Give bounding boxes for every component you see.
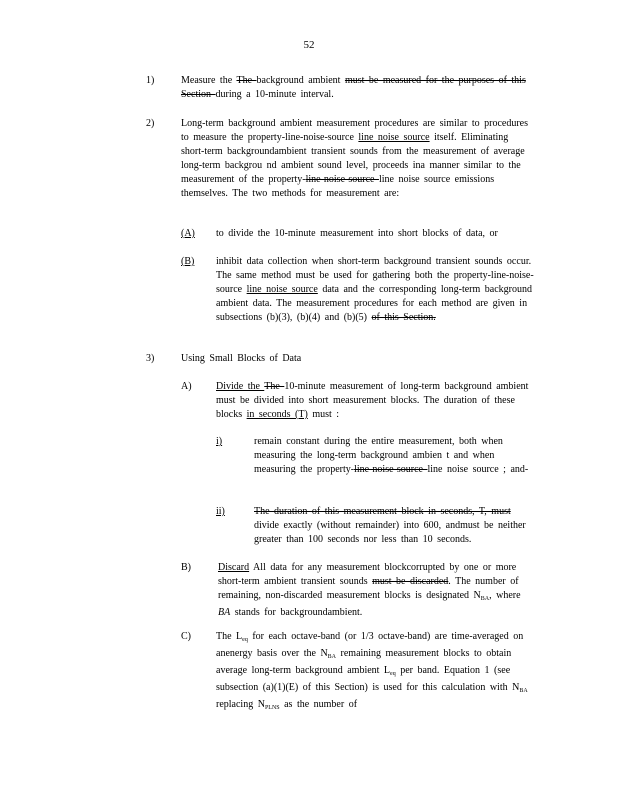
- text-run: proceeds ina manner similar to the measurement of the property-: [181, 160, 521, 185]
- item-2-number: 2): [146, 118, 155, 129]
- underlined-text: Divide the: [216, 381, 265, 392]
- item-2-text: [181, 117, 535, 201]
- item-3-number: 3): [146, 353, 155, 364]
- underlined-text: line noise source: [246, 284, 318, 295]
- struck-text: of this Section: [371, 312, 434, 323]
- text-run: 10-minute measurement of long-term background ambient must be divided into short measurement blocks. The duration of these blocks: [216, 381, 529, 420]
- label-text: (A): [181, 228, 195, 239]
- underlined-text: line noise source: [358, 132, 430, 143]
- struck-text: line-noise-source: [305, 174, 379, 185]
- text-run: during a 10-minute interval.: [215, 89, 334, 100]
- text-run: per band. Equation 1 (see subsection (a)(1)(E) of this Section) is used for this calculation with N: [216, 665, 520, 693]
- italic-text: BA: [218, 607, 231, 618]
- item-3-a-text: [216, 380, 536, 422]
- item-3-a-ii-label: [216, 505, 225, 519]
- underlined-text: Discard: [218, 562, 250, 573]
- page-number: 52: [303, 39, 315, 51]
- label-text: (B): [181, 256, 195, 267]
- text-run: as the number of: [279, 699, 358, 710]
- text-run: . The number of remaining, non-discarded measurement blocks is designated N: [218, 576, 519, 601]
- struck-text: The: [264, 381, 285, 392]
- item-1-text: [181, 74, 533, 102]
- item-3-a-i-label: [216, 435, 222, 449]
- struck-text: must be measured for the purposes of this Section: [181, 75, 526, 100]
- text-run: for each octave-band (or 1/3 octave-band) are time-averaged on anenergy basis over the N: [216, 631, 524, 659]
- item-2-b-label: [181, 255, 194, 269]
- item-3-a-i-text: [254, 435, 536, 477]
- struck-text: line-noise-source: [354, 464, 428, 475]
- text-run: data and the corresponding long-term background ambient data. The measurement procedures for each method are given in subsections (b)(3), (b)(4) and (b)(5): [216, 284, 532, 323]
- subscript: eq: [390, 671, 396, 677]
- text-run: inhibit data collection when short-term background transient sounds occur. The same method must be used for gathering both the property-line-noise-source: [216, 256, 534, 295]
- label-text: ii): [216, 506, 225, 517]
- item-2-b-text: [216, 255, 536, 325]
- subscript: BA: [519, 688, 528, 694]
- text-run: The L: [216, 631, 243, 642]
- struck-text: The duration of this measurement block in seconds, T, must: [254, 506, 511, 517]
- item-2-a-text: to divide the 10-minute measurement into short blocks of data, or: [216, 228, 498, 239]
- subscript: BA: [327, 654, 337, 660]
- text-run: , where: [489, 590, 521, 601]
- item-3-title: Using Small Blocks of Data: [181, 353, 302, 364]
- struck-text: The: [236, 75, 257, 86]
- text-run: replacing N: [216, 699, 265, 710]
- text-run: itself. Eliminating short-term backgroundambient transient sounds from the measurement of average long-term backgrou nd ambient sound level,: [181, 132, 525, 171]
- text-run: must :: [307, 409, 340, 420]
- text-run: remain constant during the entire measurement, both when measuring the long-term background ambien t and when measuring the property-: [254, 436, 503, 475]
- text-run: divide exactly (without remainder) into 600, andmust be neither greater than 100 seconds nor less than 10 seconds.: [254, 520, 526, 545]
- text-run: stands for backgroundambient.: [230, 607, 363, 618]
- item-1-number: 1): [146, 75, 155, 86]
- text-run: line noise source emissions themselves. The two methods for measurement are:: [181, 174, 495, 199]
- item-3-c-text: [216, 630, 538, 715]
- subscript: PLNS: [264, 705, 280, 711]
- label-text: i): [216, 436, 223, 447]
- item-3-b-label: B): [181, 562, 191, 573]
- struck-text: must be discarded: [372, 576, 449, 587]
- subscript: BA: [480, 596, 490, 602]
- struck-text: .: [433, 312, 436, 323]
- item-3-b-text: [218, 561, 536, 620]
- item-3-c-label: C): [181, 631, 191, 642]
- item-3-a-ii-text: [254, 505, 536, 547]
- text-run: Long-term background ambient measurement procedures are similar to procedures to measure the property-line-noise-source: [181, 118, 528, 143]
- text-run: All data for any measurement blockcorrupted by one or more short-term ambient transient sounds: [218, 562, 517, 587]
- text-run: background ambient: [256, 75, 345, 86]
- item-3-a-label: A): [181, 381, 192, 392]
- item-2-a-label: [181, 227, 195, 241]
- text-run: Measure the: [181, 75, 237, 86]
- subscript: eq: [242, 637, 248, 643]
- text-run: line noise source ; and-: [427, 464, 529, 475]
- underlined-text: in seconds (T): [246, 409, 308, 420]
- text-run: remaining measurement blocks to obtain average long-term background ambient L: [216, 648, 512, 676]
